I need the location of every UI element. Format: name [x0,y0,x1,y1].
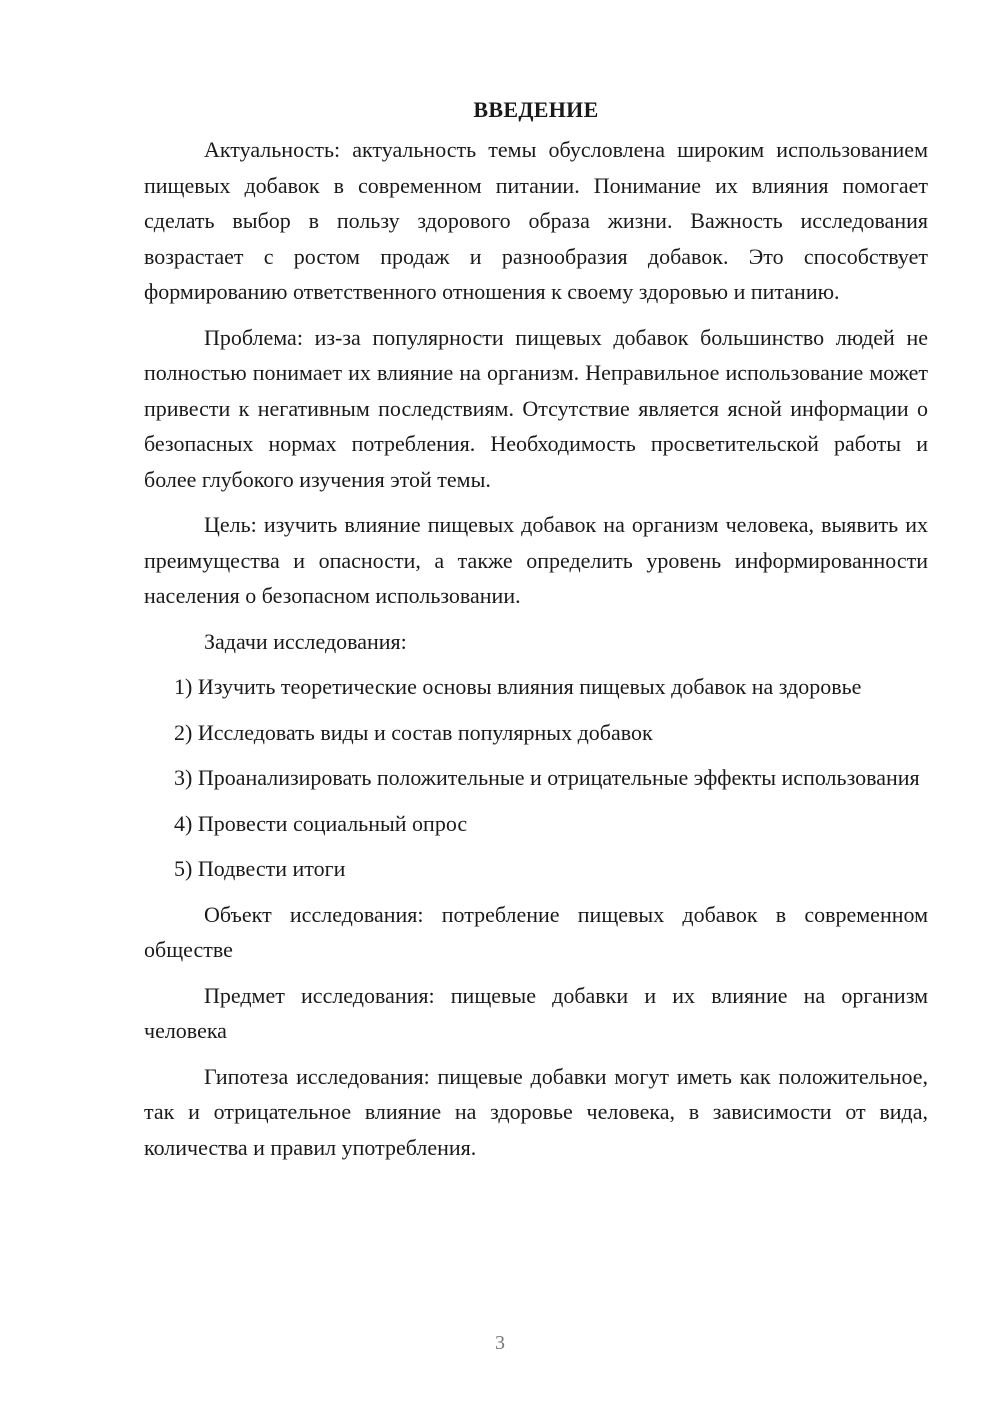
page-title: ВВЕДЕНИЕ [473,97,599,122]
paragraph-object: Объект исследования: потребление пищевых добавок в современном обществе [144,901,928,962]
paragraph-goal: Цель: изучить влияние пищевых добавок на организм человека, выявить их преимущества и опасности, а также определить уровень информированности населения о безопасном использовании. [144,512,928,608]
task-item-4: 4) Провести социальный опрос [174,810,468,836]
paragraph-problem: Проблема: из-за популярности пищевых добавок большинство людей не полностью понимает их влияние на организм. Неправильное использование может привести к негативным последствиям. Отсутствие является ясной информации о безопасных нормах потребления. Необходимость просветительской работы и более глубокого изучения этой темы. [144,324,928,492]
paragraph-subject: Предмет исследования: пищевые добавки и их влияние на организм человека [144,982,928,1043]
task-item-2: 2) Исследовать виды и состав популярных добавок [174,719,653,745]
paragraph-relevance: Актуальность: актуальность темы обусловлена широким использованием пищевых добавок в современном питании. Понимание их влияния помогает сделать выбор в пользу здорового образа жизни. Важность исследования возрастает с ростом продаж и разнообразия добавок. Это способствует формированию ответственного отношения к своему здоровью и питанию. [144,137,928,304]
document-page [144,92,928,1175]
paragraph-hypothesis: Гипотеза исследования: пищевые добавки могут иметь как положительное, так и отрицательное влияние на здоровье человека, в зависимости от вида, количества и правил употребления. [144,1063,928,1160]
paragraph-tasks-heading: Задачи исследования: [204,628,407,654]
task-item-1: 1) Изучить теоретические основы влияния пищевых добавок на здоровье [174,674,862,699]
task-item-3: 3) Проанализировать положительные и отрицательные эффекты использования [174,765,920,790]
page-number: 3 [495,1332,505,1354]
task-item-5: 5) Подвести итоги [174,856,346,881]
